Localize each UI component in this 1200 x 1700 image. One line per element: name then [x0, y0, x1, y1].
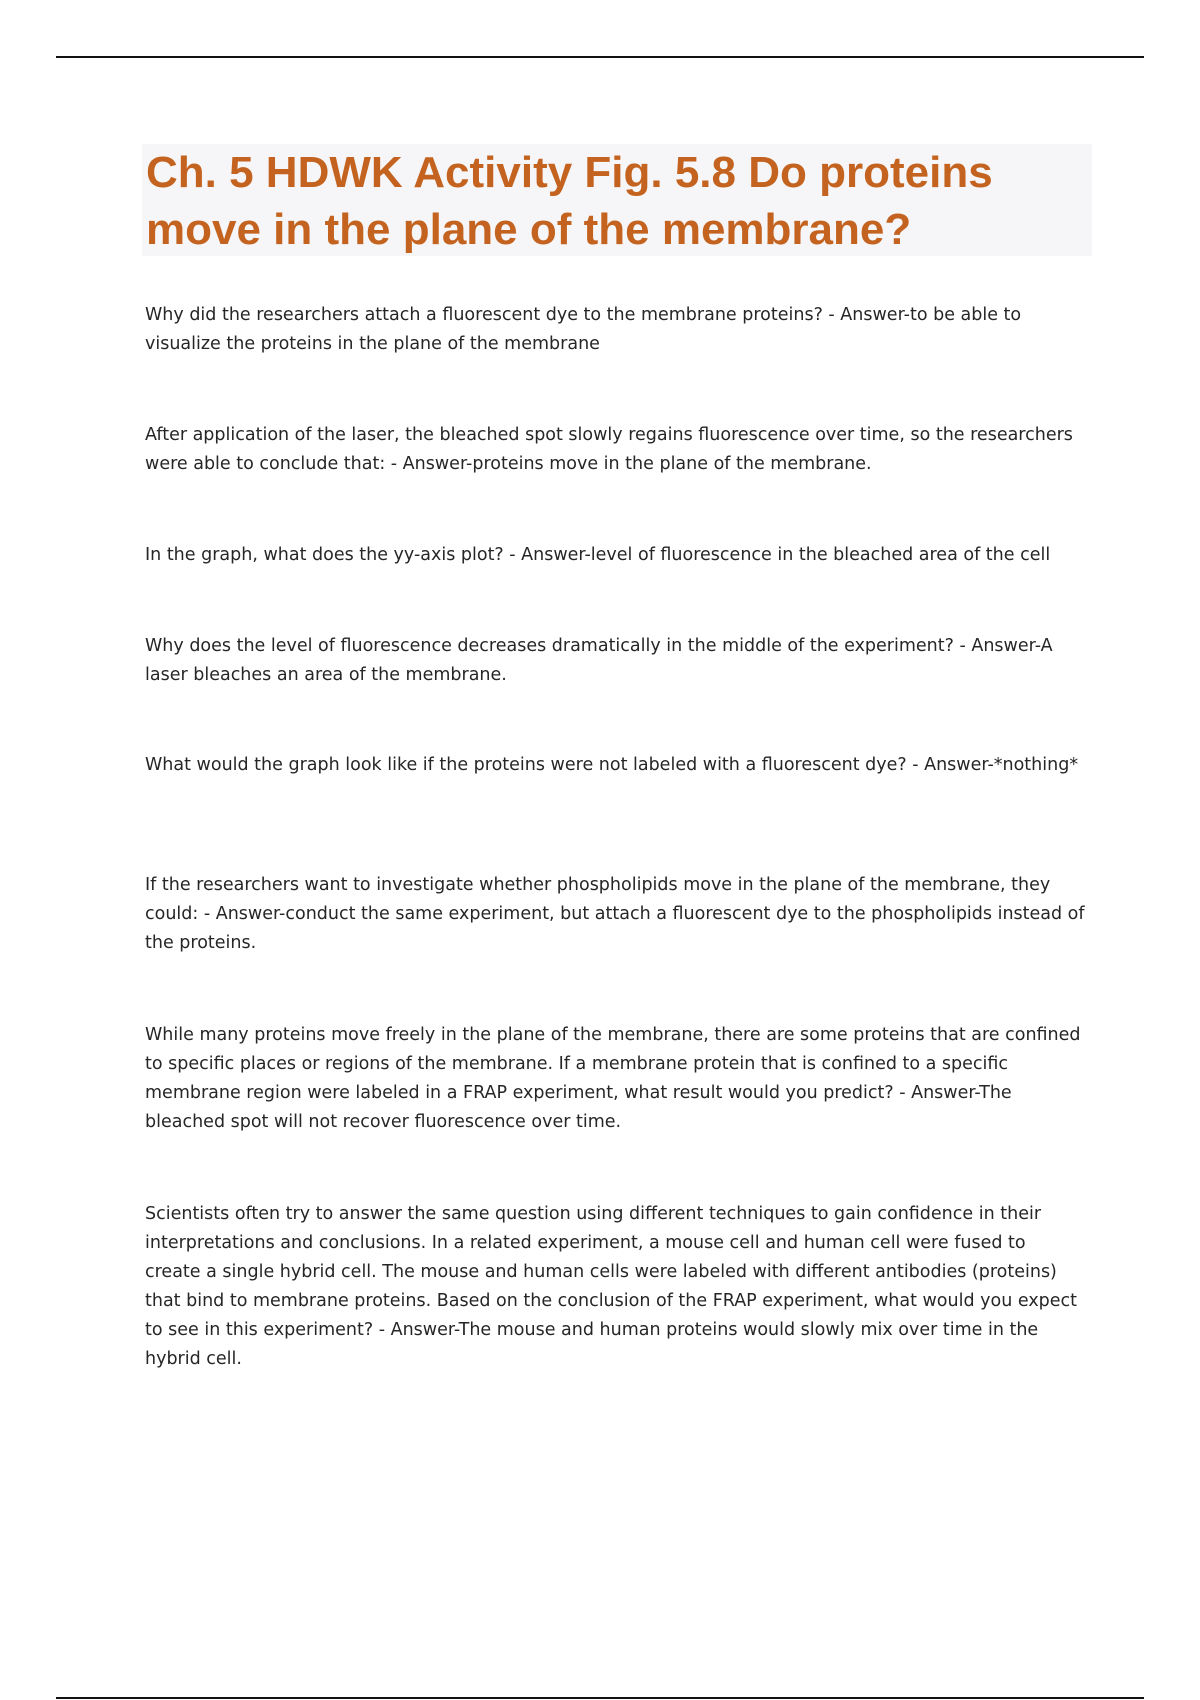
qa-entry-7: While many proteins move freely in the plane of the membrane, there are some proteins that are confined to specific places or regions of the membrane. If a membrane protein that is confined to a specific membrane region were labeled in a FRAP experiment, what result would you predict? - Answer-The bleached spot will not recover fluorescence over time. — [145, 1025, 1081, 1132]
qa-entry-5: What would the graph look like if the proteins were not labeled with a fluorescent dye? - Answer-*nothing* — [145, 755, 1079, 775]
qa-entry-4: Why does the level of fluorescence decreases dramatically in the middle of the experiment? - Answer-A laser bleaches an area of the membrane. — [145, 636, 1053, 685]
document-title: Ch. 5 HDWK Activity Fig. 5.8 Do proteins move in the plane of the membrane? — [146, 148, 993, 254]
qa-entry-8: Scientists often try to answer the same question using different techniques to gain confidence in their interpretations and conclusions. In a related experiment, a mouse cell and human cell were fused to create a single hybrid cell. The mouse and human cells were labeled with different antibodies (proteins) that bind to membrane proteins. Based on the conclusion of the FRAP experiment, what would you expect to see in this experiment? - Answer-The mouse and human proteins would slowly mix over time in the hybrid cell. — [145, 1204, 1078, 1369]
qa-entry-1: Why did the researchers attach a fluorescent dye to the membrane proteins? - Answer-to be able to visualize the proteins in the plane of the membrane — [145, 305, 1022, 354]
qa-entry-2: After application of the laser, the bleached spot slowly regains fluorescence over time, so the researchers were able to conclude that: - Answer-proteins move in the plane of the membrane. — [145, 425, 1073, 474]
footer-rule — [56, 1697, 1144, 1699]
qa-entry-6: If the researchers want to investigate whether phospholipids move in the plane of the membrane, they could: - Answer-conduct the same experiment, but attach a fluorescent dye to the phospholipids instead of the proteins. — [145, 875, 1085, 953]
qa-entry-3: In the graph, what does the yy-axis plot? - Answer-level of fluorescence in the bleached area of the cell — [145, 545, 1051, 565]
header-rule — [56, 56, 1144, 58]
